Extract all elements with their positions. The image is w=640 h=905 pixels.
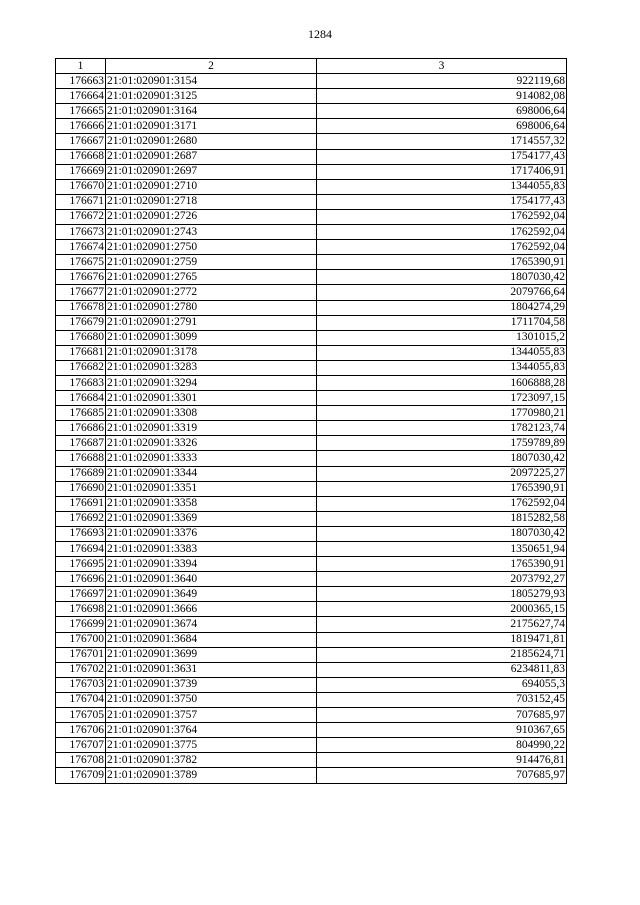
row-number-cell: 176673 (56, 225, 106, 240)
row-number-cell: 176666 (56, 119, 106, 134)
cadastral-number-cell: 21:01:020901:2687 (106, 149, 317, 164)
value-cell: 1344055,83 (317, 345, 567, 360)
value-cell: 2185624,71 (317, 647, 567, 662)
value-cell: 1344055,83 (317, 360, 567, 375)
table-row (56, 677, 567, 692)
value-cell: 804990,22 (317, 738, 567, 753)
table-row (56, 89, 567, 104)
table-row (56, 542, 567, 557)
table-row (56, 708, 567, 723)
cadastral-number-cell: 21:01:020901:2680 (106, 134, 317, 149)
value-cell: 707685,97 (317, 768, 567, 783)
column-header-1: 1 (56, 59, 106, 74)
table-row (56, 164, 567, 179)
cadastral-number-cell: 21:01:020901:3171 (106, 119, 317, 134)
table-row (56, 587, 567, 602)
row-number-cell: 176697 (56, 587, 106, 602)
table-row (56, 149, 567, 164)
cadastral-number-cell: 21:01:020901:3684 (106, 632, 317, 647)
table-row (56, 451, 567, 466)
cadastral-number-cell: 21:01:020901:3301 (106, 391, 317, 406)
cadastral-number-cell: 21:01:020901:3164 (106, 104, 317, 119)
cadastral-number-cell: 21:01:020901:2710 (106, 179, 317, 194)
table-row (56, 104, 567, 119)
table-row (56, 406, 567, 421)
row-number-cell: 176669 (56, 164, 106, 179)
table-row (56, 134, 567, 149)
value-cell: 1344055,83 (317, 179, 567, 194)
row-number-cell: 176691 (56, 496, 106, 511)
cadastral-number-cell: 21:01:020901:2772 (106, 285, 317, 300)
table-row (56, 209, 567, 224)
row-number-cell: 176667 (56, 134, 106, 149)
row-number-cell: 176705 (56, 708, 106, 723)
value-cell: 698006,64 (317, 119, 567, 134)
table-row (56, 300, 567, 315)
row-number-cell: 176664 (56, 89, 106, 104)
value-cell: 1762592,04 (317, 240, 567, 255)
row-number-cell: 176684 (56, 391, 106, 406)
cadastral-number-cell: 21:01:020901:3376 (106, 526, 317, 541)
value-cell: 914476,81 (317, 753, 567, 768)
value-cell: 1805279,93 (317, 587, 567, 602)
cadastral-number-cell: 21:01:020901:2718 (106, 194, 317, 209)
table-row (56, 466, 567, 481)
cadastral-number-cell: 21:01:020901:2759 (106, 255, 317, 270)
row-number-cell: 176709 (56, 768, 106, 783)
row-number-cell: 176698 (56, 602, 106, 617)
row-number-cell: 176674 (56, 240, 106, 255)
row-number-cell: 176700 (56, 632, 106, 647)
value-cell: 1765390,91 (317, 481, 567, 496)
cadastral-number-cell: 21:01:020901:3649 (106, 587, 317, 602)
row-number-cell: 176690 (56, 481, 106, 496)
value-cell: 1807030,42 (317, 451, 567, 466)
table-row (56, 240, 567, 255)
row-number-cell: 176688 (56, 451, 106, 466)
table-row (56, 723, 567, 738)
cadastral-number-cell: 21:01:020901:3757 (106, 708, 317, 723)
value-cell: 703152,45 (317, 692, 567, 707)
table-header (56, 59, 567, 74)
row-number-cell: 176701 (56, 647, 106, 662)
value-cell: 1759789,89 (317, 436, 567, 451)
row-number-cell: 176702 (56, 662, 106, 677)
cadastral-number-cell: 21:01:020901:3333 (106, 451, 317, 466)
table-row (56, 194, 567, 209)
column-header-2: 2 (106, 59, 317, 74)
cadastral-number-cell: 21:01:020901:3699 (106, 647, 317, 662)
table-row (56, 753, 567, 768)
cadastral-number-cell: 21:01:020901:3099 (106, 330, 317, 345)
table-row (56, 74, 567, 89)
value-cell: 1782123,74 (317, 421, 567, 436)
value-cell: 910367,65 (317, 723, 567, 738)
header-row (56, 59, 567, 74)
row-number-cell: 176703 (56, 677, 106, 692)
table-row (56, 360, 567, 375)
table-row (56, 496, 567, 511)
cadastral-number-cell: 21:01:020901:3294 (106, 375, 317, 390)
table-row (56, 375, 567, 390)
table-row (56, 270, 567, 285)
row-number-cell: 176708 (56, 753, 106, 768)
row-number-cell: 176663 (56, 74, 106, 89)
cadastral-number-cell: 21:01:020901:3358 (106, 496, 317, 511)
cadastral-number-cell: 21:01:020901:3674 (106, 617, 317, 632)
table-row (56, 617, 567, 632)
cadastral-number-cell: 21:01:020901:2791 (106, 315, 317, 330)
cadastral-number-cell: 21:01:020901:3789 (106, 768, 317, 783)
cadastral-number-cell: 21:01:020901:3125 (106, 89, 317, 104)
table-row (56, 391, 567, 406)
value-cell: 1350651,94 (317, 542, 567, 557)
value-cell: 1711704,58 (317, 315, 567, 330)
table-row (56, 526, 567, 541)
value-cell: 2073792,27 (317, 572, 567, 587)
value-cell: 6234811,83 (317, 662, 567, 677)
table-row (56, 330, 567, 345)
table-row (56, 255, 567, 270)
row-number-cell: 176707 (56, 738, 106, 753)
value-cell: 922119,68 (317, 74, 567, 89)
table-body (56, 74, 567, 783)
row-number-cell: 176680 (56, 330, 106, 345)
cadastral-number-cell: 21:01:020901:3631 (106, 662, 317, 677)
value-cell: 2097225,27 (317, 466, 567, 481)
table-row (56, 572, 567, 587)
table-row (56, 768, 567, 783)
value-cell: 1723097,15 (317, 391, 567, 406)
table-row (56, 602, 567, 617)
table-row (56, 179, 567, 194)
cadastral-number-cell: 21:01:020901:3775 (106, 738, 317, 753)
page-number: 1284 (308, 27, 332, 41)
cadastral-number-cell: 21:01:020901:3782 (106, 753, 317, 768)
value-cell: 1819471,81 (317, 632, 567, 647)
cadastral-number-cell: 21:01:020901:3640 (106, 572, 317, 587)
cadastral-number-cell: 21:01:020901:2780 (106, 300, 317, 315)
cadastral-number-cell: 21:01:020901:3326 (106, 436, 317, 451)
row-number-cell: 176696 (56, 572, 106, 587)
row-number-cell: 176689 (56, 466, 106, 481)
cadastral-number-cell: 21:01:020901:2765 (106, 270, 317, 285)
table-row (56, 225, 567, 240)
value-cell: 2079766,64 (317, 285, 567, 300)
table-row (56, 662, 567, 677)
value-cell: 1754177,43 (317, 194, 567, 209)
column-header-3: 3 (317, 59, 567, 74)
row-number-cell: 176676 (56, 270, 106, 285)
table-row (56, 647, 567, 662)
value-cell: 2175627,74 (317, 617, 567, 632)
value-cell: 1714557,32 (317, 134, 567, 149)
value-cell: 1301015,2 (317, 330, 567, 345)
value-cell: 698006,64 (317, 104, 567, 119)
row-number-cell: 176678 (56, 300, 106, 315)
cadastral-number-cell: 21:01:020901:3750 (106, 692, 317, 707)
cadastral-number-cell: 21:01:020901:2750 (106, 240, 317, 255)
table-row (56, 511, 567, 526)
row-number-cell: 176672 (56, 209, 106, 224)
row-number-cell: 176686 (56, 421, 106, 436)
row-number-cell: 176695 (56, 557, 106, 572)
row-number-cell: 176677 (56, 285, 106, 300)
row-number-cell: 176706 (56, 723, 106, 738)
table-row (56, 692, 567, 707)
value-cell: 914082,08 (317, 89, 567, 104)
row-number-cell: 176670 (56, 179, 106, 194)
value-cell: 1762592,04 (317, 225, 567, 240)
row-number-cell: 176671 (56, 194, 106, 209)
value-cell: 1807030,42 (317, 270, 567, 285)
row-number-cell: 176694 (56, 542, 106, 557)
table-row (56, 738, 567, 753)
table-row (56, 119, 567, 134)
row-number-cell: 176685 (56, 406, 106, 421)
cadastral-number-cell: 21:01:020901:3178 (106, 345, 317, 360)
cadastral-number-cell: 21:01:020901:3383 (106, 542, 317, 557)
row-number-cell: 176687 (56, 436, 106, 451)
table-row (56, 345, 567, 360)
table-row (56, 285, 567, 300)
value-cell: 1754177,43 (317, 149, 567, 164)
row-number-cell: 176681 (56, 345, 106, 360)
row-number-cell: 176699 (56, 617, 106, 632)
value-cell: 1762592,04 (317, 209, 567, 224)
value-cell: 1606888,28 (317, 375, 567, 390)
row-number-cell: 176675 (56, 255, 106, 270)
cadastral-number-cell: 21:01:020901:2743 (106, 225, 317, 240)
cadastral-number-cell: 21:01:020901:3394 (106, 557, 317, 572)
cadastral-number-cell: 21:01:020901:3764 (106, 723, 317, 738)
cadastral-number-cell: 21:01:020901:3369 (106, 511, 317, 526)
cadastral-number-cell: 21:01:020901:2697 (106, 164, 317, 179)
value-cell: 707685,97 (317, 708, 567, 723)
row-number-cell: 176682 (56, 360, 106, 375)
table-row (56, 481, 567, 496)
table-row (56, 315, 567, 330)
value-cell: 1762592,04 (317, 496, 567, 511)
cadastral-number-cell: 21:01:020901:3739 (106, 677, 317, 692)
value-cell: 1815282,58 (317, 511, 567, 526)
value-cell: 1770980,21 (317, 406, 567, 421)
data-table (55, 58, 567, 784)
cadastral-number-cell: 21:01:020901:3319 (106, 421, 317, 436)
row-number-cell: 176668 (56, 149, 106, 164)
row-number-cell: 176692 (56, 511, 106, 526)
value-cell: 2000365,15 (317, 602, 567, 617)
row-number-cell: 176704 (56, 692, 106, 707)
cadastral-number-cell: 21:01:020901:3344 (106, 466, 317, 481)
table-row (56, 632, 567, 647)
value-cell: 1807030,42 (317, 526, 567, 541)
value-cell: 1765390,91 (317, 557, 567, 572)
value-cell: 1804274,29 (317, 300, 567, 315)
cadastral-number-cell: 21:01:020901:3283 (106, 360, 317, 375)
value-cell: 1717406,91 (317, 164, 567, 179)
table-row (56, 421, 567, 436)
value-cell: 1765390,91 (317, 255, 567, 270)
value-cell: 694055,3 (317, 677, 567, 692)
row-number-cell: 176693 (56, 526, 106, 541)
table-row (56, 436, 567, 451)
cadastral-number-cell: 21:01:020901:3308 (106, 406, 317, 421)
cadastral-number-cell: 21:01:020901:3351 (106, 481, 317, 496)
row-number-cell: 176665 (56, 104, 106, 119)
cadastral-number-cell: 21:01:020901:2726 (106, 209, 317, 224)
row-number-cell: 176683 (56, 375, 106, 390)
cadastral-number-cell: 21:01:020901:3666 (106, 602, 317, 617)
cadastral-number-cell: 21:01:020901:3154 (106, 74, 317, 89)
row-number-cell: 176679 (56, 315, 106, 330)
table-row (56, 557, 567, 572)
